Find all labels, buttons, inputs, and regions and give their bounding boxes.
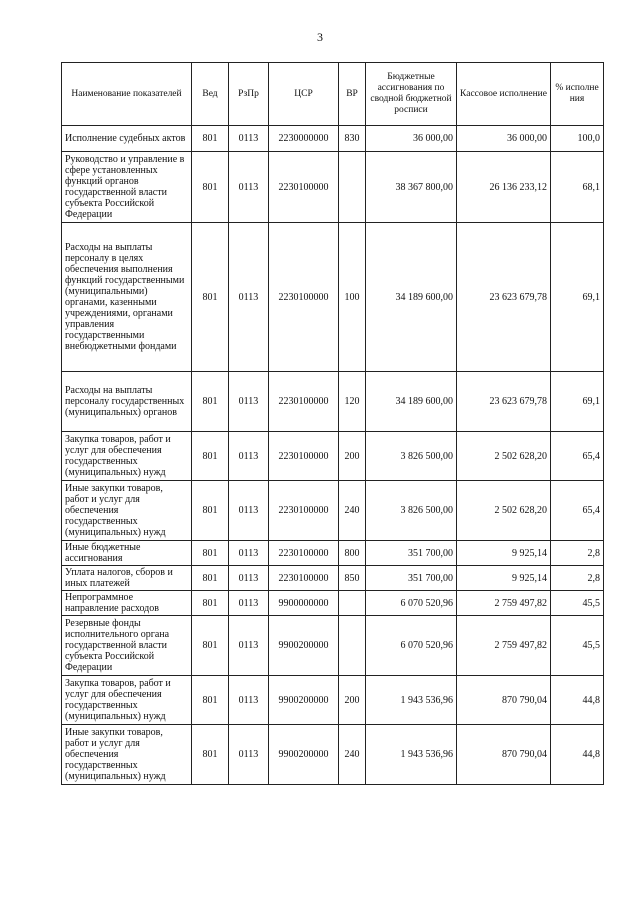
row-assignments: 3 826 500,00 xyxy=(366,481,457,541)
row-assignments: 3 826 500,00 xyxy=(366,432,457,481)
row-csr: 2230100000 xyxy=(269,152,339,223)
budget-table xyxy=(61,62,604,785)
row-rzpr: 0113 xyxy=(229,676,269,725)
row-name: Руководство и управление в сфере установленных функций органов государственной власти субъекта Российской Федерации xyxy=(62,152,192,223)
row-percent: 65,4 xyxy=(551,432,604,481)
row-assignments: 6 070 520,96 xyxy=(366,591,457,616)
row-ved: 801 xyxy=(192,541,229,566)
header-assignments: Бюджетные ассигнования по сводной бюджетной росписи xyxy=(366,63,457,126)
row-rzpr: 0113 xyxy=(229,725,269,785)
row-rzpr: 0113 xyxy=(229,566,269,591)
row-cash-execution: 26 136 233,12 xyxy=(457,152,551,223)
table-row xyxy=(62,223,604,372)
row-cash-execution: 2 759 497,82 xyxy=(457,616,551,676)
row-cash-execution: 2 502 628,20 xyxy=(457,432,551,481)
row-assignments: 6 070 520,96 xyxy=(366,616,457,676)
row-name: Закупка товаров, работ и услуг для обеспечения государственных (муниципальных) нужд xyxy=(62,676,192,725)
row-csr: 9900200000 xyxy=(269,616,339,676)
row-ved: 801 xyxy=(192,725,229,785)
row-ved: 801 xyxy=(192,616,229,676)
table-row xyxy=(62,152,604,223)
row-vr: 850 xyxy=(339,566,366,591)
page-number: 3 xyxy=(317,30,323,44)
row-csr: 2230100000 xyxy=(269,223,339,372)
row-csr: 2230100000 xyxy=(269,481,339,541)
row-cash-execution: 23 623 679,78 xyxy=(457,223,551,372)
row-cash-execution: 23 623 679,78 xyxy=(457,372,551,432)
header-rzpr: РзПр xyxy=(229,63,269,126)
row-name: Иные закупки товаров, работ и услуг для обеспечения государственных (муниципальных) нужд xyxy=(62,481,192,541)
row-cash-execution: 9 925,14 xyxy=(457,541,551,566)
row-csr: 2230100000 xyxy=(269,566,339,591)
row-percent: 69,1 xyxy=(551,372,604,432)
row-rzpr: 0113 xyxy=(229,126,269,152)
row-vr xyxy=(339,616,366,676)
row-vr: 240 xyxy=(339,481,366,541)
row-csr: 9900000000 xyxy=(269,591,339,616)
header-cash-execution: Кассовое исполнение xyxy=(457,63,551,126)
table-row xyxy=(62,725,604,785)
row-name: Закупка товаров, работ и услуг для обеспечения государственных (муниципальных) нужд xyxy=(62,432,192,481)
row-cash-execution: 870 790,04 xyxy=(457,676,551,725)
row-name: Расходы на выплаты персоналу государственных (муниципальных) органов xyxy=(62,372,192,432)
row-ved: 801 xyxy=(192,223,229,372)
row-assignments: 34 189 600,00 xyxy=(366,372,457,432)
row-rzpr: 0113 xyxy=(229,223,269,372)
row-percent: 2,8 xyxy=(551,566,604,591)
row-vr: 830 xyxy=(339,126,366,152)
header-percent: % исполне ния xyxy=(551,63,604,126)
row-csr: 9900200000 xyxy=(269,676,339,725)
row-vr xyxy=(339,152,366,223)
row-rzpr: 0113 xyxy=(229,481,269,541)
row-vr: 120 xyxy=(339,372,366,432)
row-name: Расходы на выплаты персоналу в целях обеспечения выполнения функций государственными (муниципальными) органами, казенными учреждениями, органами управления государственными внебюджетными фондами xyxy=(62,223,192,372)
table-row xyxy=(62,541,604,566)
row-ved: 801 xyxy=(192,481,229,541)
table-row xyxy=(62,566,604,591)
row-rzpr: 0113 xyxy=(229,372,269,432)
row-cash-execution: 2 759 497,82 xyxy=(457,591,551,616)
header-vr: ВР xyxy=(339,63,366,126)
row-percent: 45,5 xyxy=(551,591,604,616)
row-assignments: 38 367 800,00 xyxy=(366,152,457,223)
row-assignments: 1 943 536,96 xyxy=(366,725,457,785)
row-csr: 9900200000 xyxy=(269,725,339,785)
row-percent: 100,0 xyxy=(551,126,604,152)
row-vr: 800 xyxy=(339,541,366,566)
row-rzpr: 0113 xyxy=(229,616,269,676)
header-csr: ЦСР xyxy=(269,63,339,126)
row-name: Непрограммное направление расходов xyxy=(62,591,192,616)
table-row xyxy=(62,126,604,152)
table-row xyxy=(62,616,604,676)
row-ved: 801 xyxy=(192,432,229,481)
row-ved: 801 xyxy=(192,126,229,152)
row-percent: 45,5 xyxy=(551,616,604,676)
row-percent: 44,8 xyxy=(551,725,604,785)
table-row xyxy=(62,372,604,432)
row-percent: 2,8 xyxy=(551,541,604,566)
row-name: Исполнение судебных актов xyxy=(62,126,192,152)
row-cash-execution: 2 502 628,20 xyxy=(457,481,551,541)
row-assignments: 1 943 536,96 xyxy=(366,676,457,725)
row-cash-execution: 36 000,00 xyxy=(457,126,551,152)
row-assignments: 351 700,00 xyxy=(366,566,457,591)
row-csr: 2230100000 xyxy=(269,372,339,432)
row-rzpr: 0113 xyxy=(229,152,269,223)
row-assignments: 34 189 600,00 xyxy=(366,223,457,372)
row-percent: 65,4 xyxy=(551,481,604,541)
row-name: Иные бюджетные ассигнования xyxy=(62,541,192,566)
table-header-row xyxy=(62,63,604,126)
row-name: Резервные фонды исполнительного органа государственной власти субъекта Российской Федерации xyxy=(62,616,192,676)
row-rzpr: 0113 xyxy=(229,432,269,481)
row-percent: 68,1 xyxy=(551,152,604,223)
row-vr: 200 xyxy=(339,432,366,481)
row-assignments: 351 700,00 xyxy=(366,541,457,566)
row-cash-execution: 870 790,04 xyxy=(457,725,551,785)
row-percent: 69,1 xyxy=(551,223,604,372)
row-name: Уплата налогов, сборов и иных платежей xyxy=(62,566,192,591)
header-ved: Вед xyxy=(192,63,229,126)
row-ved: 801 xyxy=(192,676,229,725)
row-cash-execution: 9 925,14 xyxy=(457,566,551,591)
table-row xyxy=(62,591,604,616)
table-row xyxy=(62,676,604,725)
row-vr: 240 xyxy=(339,725,366,785)
row-ved: 801 xyxy=(192,152,229,223)
row-rzpr: 0113 xyxy=(229,541,269,566)
row-ved: 801 xyxy=(192,566,229,591)
row-vr xyxy=(339,591,366,616)
row-vr: 200 xyxy=(339,676,366,725)
row-csr: 2230100000 xyxy=(269,541,339,566)
row-name: Иные закупки товаров, работ и услуг для обеспечения государственных (муниципальных) нужд xyxy=(62,725,192,785)
row-ved: 801 xyxy=(192,372,229,432)
row-vr: 100 xyxy=(339,223,366,372)
row-ved: 801 xyxy=(192,591,229,616)
row-assignments: 36 000,00 xyxy=(366,126,457,152)
row-percent: 44,8 xyxy=(551,676,604,725)
table-row xyxy=(62,481,604,541)
row-csr: 2230100000 xyxy=(269,432,339,481)
row-csr: 2230000000 xyxy=(269,126,339,152)
row-rzpr: 0113 xyxy=(229,591,269,616)
header-name: Наименование показателей xyxy=(62,63,192,126)
table-row xyxy=(62,432,604,481)
